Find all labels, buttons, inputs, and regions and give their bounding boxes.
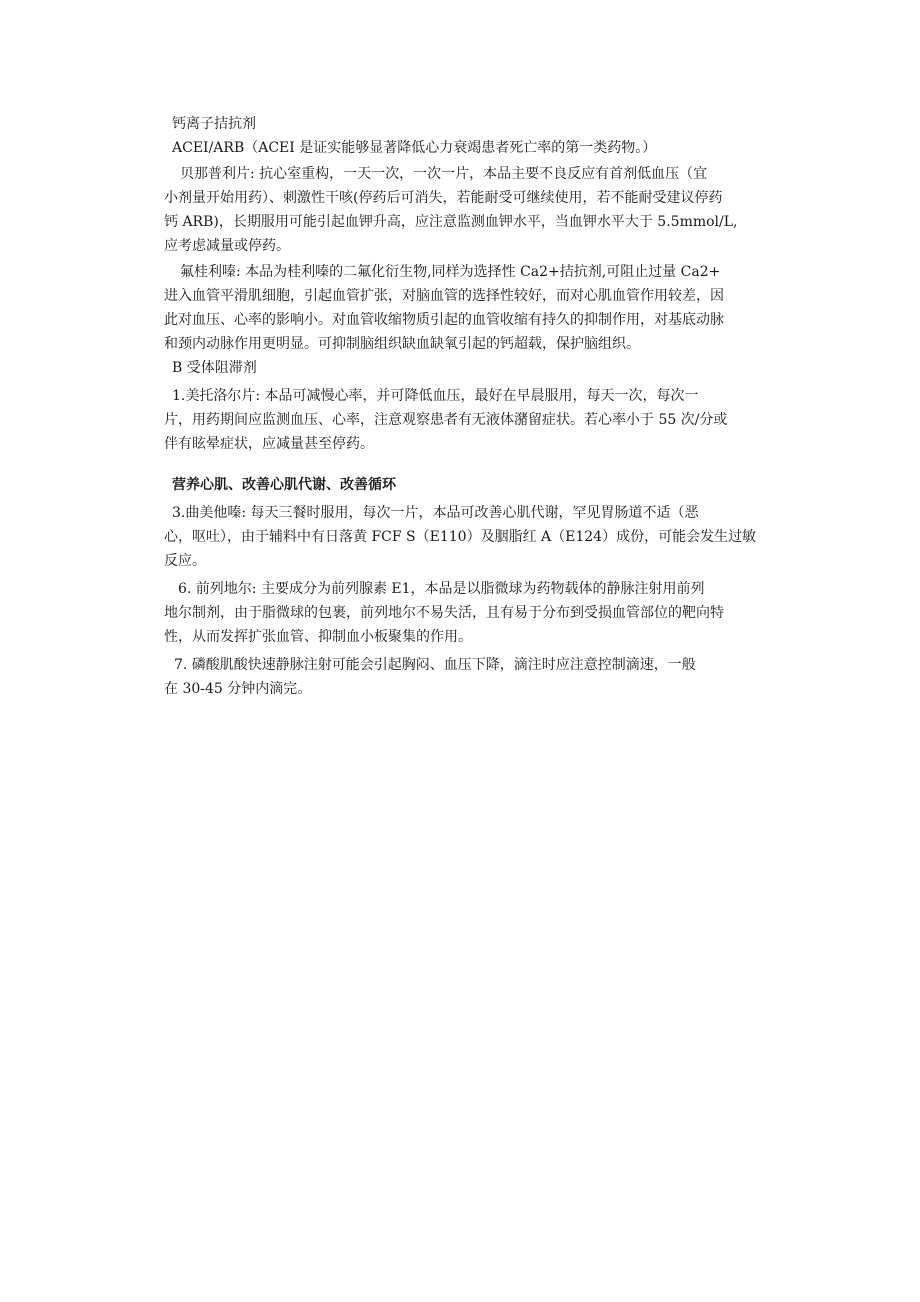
text-line: 进入血管平滑肌细胞，引起血管扩张，对脑血管的选择性较好，而对心肌血管作用较差，因 [164, 288, 724, 304]
text-line: 1.美托洛尔片: 本品可减慢心率，并可降低血压，最好在早晨服用，每天一次，每次一 [172, 388, 699, 404]
text-line: 应考虑减量或停药。 [164, 238, 290, 254]
creatine-phosphate-paragraph [164, 653, 782, 701]
alprostadil-paragraph [164, 577, 782, 649]
trimetazidine-paragraph [164, 501, 782, 573]
text-line: 贝那普利片: 抗心室重构，一天一次，一次一片，本品主要不良反应有首剂低血压（宜 [180, 166, 708, 182]
benazepril-paragraph [164, 162, 782, 258]
text-line: 6. 前列地尔: 主要成分为前列腺素 E1，本品是以脂微球为药物载体的静脉注射用前列 [178, 581, 705, 597]
flunarizine-paragraph [164, 260, 782, 356]
text-line: 小剂量开始用药）、刺激性干咳(停药后可消失，若能耐受可继续使用，若不能耐受建议停药 [164, 190, 723, 206]
metoprolol-paragraph [164, 384, 782, 456]
heading-nutrition: 营养心肌、改善心肌代谢、改善循环 [172, 477, 396, 493]
text-line: 此对血压、心率的影响小。对血管收缩物质引起的血管收缩有持久的抑制作用，对基底动脉 [164, 312, 724, 328]
text-line: 片，用药期间应监测血压、心率，注意观察患者有无液体潴留症状。若心率小于 55 次/分或 [164, 412, 728, 428]
text-line: 在 30-45 分钟内滴完。 [164, 681, 312, 697]
document-page [164, 112, 782, 701]
text-line: 心，呕吐），由于辅料中有日落黄 FCF S（E110）及胭脂红 A（E124）成份，可能会发生过敏 [164, 529, 757, 545]
text-line: 7. 磷酸肌酸快速静脉注射可能会引起胸闷、血压下降，滴注时应注意控制滴速，一般 [174, 657, 696, 673]
text-line: 性，从而发挥扩张血管、抑制血小板聚集的作用。 [164, 629, 472, 645]
heading-beta-blockers: B 受体阻滞剂 [172, 360, 257, 376]
acei-arb-line: ACEI/ARB（ACEI 是证实能够显著降低心力衰竭患者死亡率的第一类药物。） [172, 140, 657, 156]
text-line: 3.曲美他嗪: 每天三餐时服用，每次一片，本品可改善心肌代谢，罕见胃肠道不适（恶 [172, 505, 699, 521]
spacer [172, 456, 782, 473]
text-line: 钙 ARB)，长期服用可能引起血钾升高，应注意监测血钾水平，当血钾水平大于 5.5mmol/L, [164, 214, 738, 230]
text-line: 氟桂利嗪: 本品为桂利嗪的二氟化衍生物,同样为选择性 Ca2+拮抗剂,可阻止过量 Ca2+ [180, 264, 721, 280]
heading-calcium-antagonists: 钙离子拮抗剂 [172, 116, 256, 132]
text-line: 地尔制剂，由于脂微球的包裹，前列地尔不易失活，且有易于分布到受损血管部位的靶向特 [164, 605, 724, 621]
text-line: 和颈内动脉作用更明显。可抑制脑组织缺血缺氧引起的钙超载，保护脑组织。 [164, 336, 640, 352]
text-line: 伴有眩晕症状，应减量甚至停药。 [164, 436, 374, 452]
text-line: 反应。 [164, 553, 206, 569]
